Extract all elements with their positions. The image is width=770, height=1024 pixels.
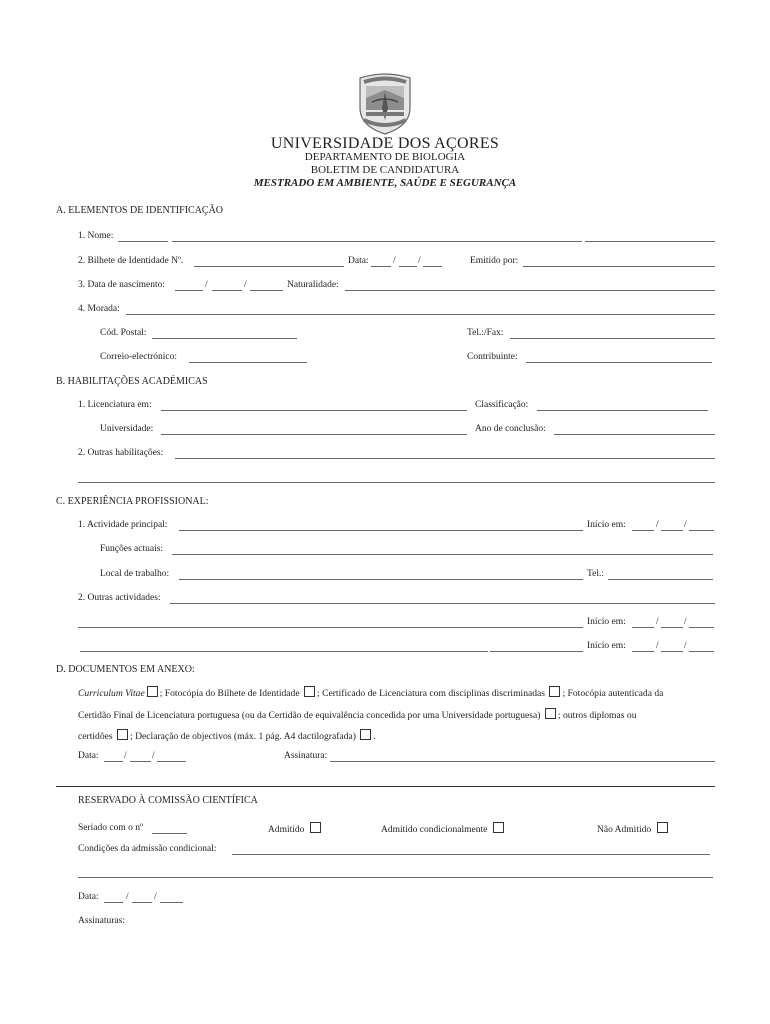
- item3-label: ; Fotocópia autenticada da: [562, 688, 664, 699]
- outras-inicio-label-2: Início em:: [587, 641, 626, 651]
- cv-checkbox[interactable]: [147, 686, 158, 697]
- d-data-month[interactable]: [130, 761, 151, 762]
- outras-inicio-month-2[interactable]: [661, 651, 683, 652]
- nome-label: 1. Nome:: [78, 231, 114, 241]
- comissao-data-year[interactable]: [160, 902, 183, 903]
- outras-inicio-year-1[interactable]: [689, 627, 714, 628]
- actividade-inicio-day[interactable]: [632, 530, 654, 531]
- actividade-inicio-year[interactable]: [689, 530, 714, 531]
- admitido-checkbox[interactable]: [310, 822, 321, 833]
- outras-inicio-day-2[interactable]: [632, 651, 654, 652]
- d-data-label: Data:: [78, 751, 99, 761]
- bilhete-field[interactable]: [194, 266, 344, 267]
- local-tel-label: Tel.:: [587, 569, 605, 579]
- comissao-data-label: Data:: [78, 892, 99, 902]
- condicoes-field-2[interactable]: [78, 877, 713, 878]
- university-crest-icon: [352, 68, 418, 138]
- universidade-field[interactable]: [161, 434, 467, 435]
- condicional-checkbox[interactable]: [493, 822, 504, 833]
- form-title: BOLETIM DE CANDIDATURA: [310, 164, 460, 176]
- section-d-title: D. DOCUMENTOS EM ANEXO:: [56, 664, 195, 675]
- outras-inicio-year-2[interactable]: [689, 651, 714, 652]
- condicoes-field[interactable]: [232, 854, 710, 855]
- local-label: Local de trabalho:: [100, 569, 170, 579]
- nascimento-year-field[interactable]: [250, 290, 283, 291]
- section-b-title: B. HABILITAÇÕES ACADÉMICAS: [56, 376, 208, 387]
- certidoes-checkbox[interactable]: [117, 729, 128, 740]
- bilhete-year-field[interactable]: [423, 266, 442, 267]
- outras-actividades-line-2b[interactable]: [490, 651, 583, 652]
- emitido-field[interactable]: [523, 266, 715, 267]
- department-title: DEPARTAMENTO DE BIOLOGIA: [304, 151, 466, 163]
- condicoes-label: Condições da admissão condicional:: [78, 844, 217, 854]
- nao-admitido-label: Não Admitido: [597, 825, 652, 835]
- emitido-label: Emitido por:: [470, 256, 519, 266]
- funcoes-label: Funções actuais:: [100, 544, 164, 554]
- bilhete-month-field[interactable]: [399, 266, 417, 267]
- contribuinte-field[interactable]: [526, 362, 712, 363]
- licenciatura-label: 1. Licenciatura em:: [78, 400, 152, 410]
- actividade-label: 1. Actividade principal:: [78, 520, 168, 530]
- assinaturas-label: Assinaturas:: [78, 916, 125, 926]
- cod-postal-label: Cód. Postal:: [100, 328, 147, 338]
- classificacao-label: Classificação:: [475, 400, 529, 410]
- outras-actividades-field[interactable]: [170, 603, 715, 604]
- nascimento-label: 3. Data de nascimento:: [78, 280, 166, 290]
- nome-field-short[interactable]: [118, 241, 168, 242]
- outras-habilitacoes-field-2[interactable]: [78, 482, 715, 483]
- local-field[interactable]: [179, 579, 583, 580]
- outros-label: ; outros diplomas ou: [557, 710, 637, 721]
- cod-postal-field[interactable]: [152, 338, 297, 339]
- documents-line-2: [78, 708, 637, 721]
- actividade-inicio-label: Início em:: [587, 520, 626, 530]
- actividade-field[interactable]: [179, 530, 583, 531]
- d-data-year[interactable]: [157, 761, 186, 762]
- d-data-day[interactable]: [104, 761, 123, 762]
- assinatura-label: Assinatura:: [284, 751, 328, 761]
- ano-label: Ano de conclusão:: [475, 424, 546, 434]
- university-logo: [352, 68, 418, 138]
- correio-label: Correio-electrónico:: [100, 352, 178, 362]
- naturalidade-field[interactable]: [345, 290, 715, 291]
- admitido-row: [268, 822, 323, 835]
- nome-field-2[interactable]: [585, 241, 715, 242]
- tel-fax-field[interactable]: [510, 338, 715, 339]
- certidao-checkbox[interactable]: [545, 708, 556, 719]
- nascimento-day-field[interactable]: [175, 290, 203, 291]
- assinatura-field[interactable]: [330, 761, 715, 762]
- actividade-inicio-month[interactable]: [661, 530, 683, 531]
- declaracao-checkbox[interactable]: [360, 729, 371, 740]
- bilhete-label: 2. Bilhete de Identidade Nº.: [78, 256, 184, 266]
- section-a-title: A. ELEMENTOS DE IDENTIFICAÇÃO: [56, 205, 224, 216]
- item2-label: ; Certificado de Licenciatura com disciplinas discriminadas: [317, 688, 546, 699]
- tel-fax-label: Tel.:/Fax:: [467, 328, 504, 338]
- admitido-label: Admitido: [268, 825, 305, 835]
- section-c-title: C. EXPERIÊNCIA PROFISSIONAL:: [56, 496, 209, 507]
- outras-actividades-label: 2. Outras actividades:: [78, 593, 161, 603]
- morada-field[interactable]: [126, 314, 715, 315]
- certidoes-label: certidões: [78, 731, 113, 742]
- classificacao-field[interactable]: [537, 410, 708, 411]
- program-title: MESTRADO EM AMBIENTE, SAÚDE E SEGURANÇA: [253, 177, 517, 189]
- item1-label: ; Fotocópia do Bilhete de Identidade: [159, 688, 300, 699]
- certidao-label: Certidão Final de Licenciatura portuguesa (ou da Certidão de equivalência concedida por uma Universidade portuguesa): [78, 710, 541, 721]
- documents-line-1: [78, 686, 663, 699]
- condicional-label: Admitido condicionalmente: [381, 825, 488, 835]
- nao-admitido-checkbox[interactable]: [657, 822, 668, 833]
- bilhete-day-field[interactable]: [371, 266, 391, 267]
- comissao-data-month[interactable]: [132, 902, 152, 903]
- outras-inicio-label-1: Início em:: [587, 617, 626, 627]
- local-tel-field[interactable]: [608, 579, 713, 580]
- comissao-data-day[interactable]: [104, 902, 123, 903]
- morada-label: 4. Morada:: [78, 304, 120, 314]
- funcoes-field[interactable]: [172, 554, 713, 555]
- naturalidade-label: Naturalidade:: [287, 280, 339, 290]
- bilhete-checkbox[interactable]: [304, 686, 315, 697]
- certificado-checkbox[interactable]: [549, 686, 560, 697]
- cv-label: Curriculum Vitae: [78, 688, 145, 699]
- nao-admitido-row: [597, 822, 670, 835]
- outras-habilitacoes-field[interactable]: [175, 458, 715, 459]
- comissao-title: RESERVADO À COMISSÃO CIENTÍFICA: [78, 795, 258, 806]
- outras-inicio-month-1[interactable]: [661, 627, 683, 628]
- outras-inicio-day-1[interactable]: [632, 627, 654, 628]
- seriado-label: Seriado com o nº: [78, 823, 143, 833]
- outras-habilitacoes-label: 2. Outras habilitações:: [78, 448, 164, 458]
- nascimento-month-field[interactable]: [212, 290, 242, 291]
- ano-field[interactable]: [554, 434, 715, 435]
- seriado-field[interactable]: [152, 833, 187, 834]
- declaracao-label: ; Declaração de objectivos (máx. 1 pág. A4 dactilografada): [130, 731, 356, 742]
- bilhete-data-label: Data:: [348, 256, 369, 266]
- condicional-row: [381, 822, 506, 835]
- outras-actividades-line-1[interactable]: [78, 627, 583, 628]
- outras-actividades-line-2a[interactable]: [80, 651, 488, 652]
- correio-field[interactable]: [189, 362, 307, 363]
- comissao-separator: [56, 786, 715, 787]
- documents-line-3: certidões ; Declaração de objectivos (máx. 1 pág. A4 dactilografada) .: [78, 731, 376, 742]
- licenciatura-field[interactable]: [161, 410, 467, 411]
- universidade-label: Universidade:: [100, 424, 154, 434]
- nome-field[interactable]: [172, 241, 582, 242]
- university-title: UNIVERSIDADE DOS AÇORES: [270, 135, 500, 152]
- contribuinte-label: Contribuinte:: [467, 352, 518, 362]
